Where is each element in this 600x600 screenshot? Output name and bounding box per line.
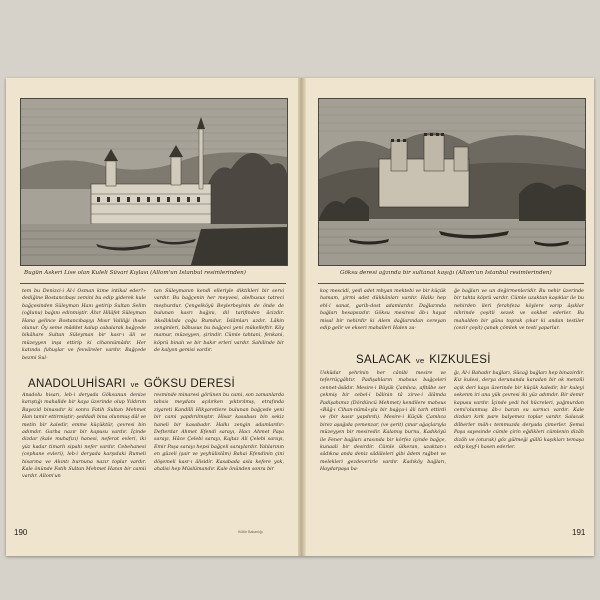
section-heading-salacak [356, 350, 491, 368]
heading-main: SALACAK [356, 354, 412, 366]
right-text-column-2 [454, 288, 584, 358]
paragraph: resminde minaresi görünen bu cami, son zamanlarda tahsis meydanı açılırken yıktırılmış, etrafında ziyareti Kandilli Hikyaretlere bulunan bağçede yeni bir cami yapdırılmıştır. Hisar kasabası bin sekiz haneli bir kasabadır. Halkı zengin adamlardır: Defterdar Ahmet Efendi sarayı, Hacı Ahmet Paşa sarayı, Hâce Çelebi sarayı, Kajtaz Ali Çelebi sarayı, Emir Paşa sarayı hepsi bağçeli saraylardır. Yalılarının en güzeli (şair ve yeyhülislâm) Bahai Efendinin çini döşemeli kasr-ı âlisidir. Kasabada asla kefere yok, ahalisi hep Müslümandır. Kale önünden sonra bir [154, 393, 284, 473]
right-text-column-1 [320, 288, 446, 358]
left-engraving-caption: Bugün Askeri Lise olan Kuleli Süvari Kışlası (Allom'un İstanbul resimlerinden) [24, 270, 246, 276]
caption-rule [20, 283, 286, 284]
page-number-right: 191 [572, 528, 586, 537]
right-engraving-caption: Göksu deresi ağzında bir sultanat kaşığı (Allom'un İstanbul resimlerinden) [340, 270, 552, 276]
library-stamp: Kültür Bakanlığı [238, 530, 263, 534]
paragraph: Üsküdar şehrinin her cânibi mesire ve teferrüçgâhtır. Padişahların mahsus bağçeleri cennet-âsâdır. Mesire-i Büyük Çamlıca, afitâbe ser çekmiş bir cebel-i bâlinin tâ zirve-i âlâmda Padişahımız (Dördüncü Mehmet) kendilere mahsus «Bâğ-ı Cihan-nümâ»yla bir bağça-i âli tarh ettirdi ve (bir kasır yapdırdı). Mesire-i Küçük Çamlıca birez aşağıda çemenzar, (ve şerit) çınar ağaçlarıyla müzeyyen bir mesiredir. Kalamış burnu, Kadıköyü ile Fener bağları arasında bir körfez içinde bağçe, kunaali bir desirdir. Cümle ülkeran, uzaktan-ı sâdıkna anda deniz sâdâleleri gibi âdem rağbet ve melekleri gezdeverirle vardır. Kadıköy bağları, Haydarpaşa ba- [320, 371, 446, 473]
left-text-column-4 [154, 392, 284, 526]
right-text-column-4 [454, 370, 584, 526]
paragraph: koç mescidi, yedi adet mhyan mektebi ve bir küçük hamam, yirmi adet dükkânları vardır. Halkı hep ehl-i sanat, garib-dost adamlardır. Dağlarında bağları hesapsızdır. Göksu mesiresi âb-ı hayat misal bir nehirdir ki Alem dağlarından cereyan edip gelir ve ekseri mahalleri Halen za- [320, 289, 446, 332]
heading-second: GÖKSU DERESİ [143, 378, 236, 390]
caption-rule [318, 283, 584, 284]
heading-join: ve [415, 356, 425, 365]
left-text-column-2 [154, 288, 284, 376]
open-book [6, 78, 594, 556]
left-text-column-3 [22, 392, 146, 526]
book-gutter [298, 78, 306, 556]
right-text-column-3 [320, 370, 446, 526]
left-page [6, 78, 298, 556]
heading-join: ve [130, 380, 140, 389]
heading-main: ANADOLUHİSARI [28, 378, 126, 390]
paragraph: tem bu Denizci-i Âl-i Osman kime intikal eder?» dediğine Bostancıbaşı zemini bu edip giderek kule bağçesinden Süleyman Hanı getirip Sultan Selim (oğlunu) bağını edinmiştir. Âhır Hilâfet Süleyman Hana gelince Bostancıbaşıyı Mısır Valiliği ihsan olunur. Öy seme mâddet kalup cabalarak bağçede bikâhare Sultan Süleyman bir kasr-ı âli ve müzeyyen inşa ettirip ki cihannümâdır. Her katında fuhuşlar ve fevvâreler vardır. Bağçede bezmi Sul- [22, 289, 146, 361]
paragraph: ğe bağları ve un değirmenleridir. Bu nehir üzerinde bir tahta köprü vardır. Cümle uzaktan kaşıklar ile bu nehirden ileri ferahfeza köylere varıp âşıklar nihrinde çeşitli sezek ve sokbet ederler. Bu mahalden bir gûna toprak çıkar ki andan testiler (cezir çeşit) çanak çömlek ve testi yaparlar. [454, 289, 584, 332]
section-heading-anadoluhisari [28, 374, 235, 392]
paragraph: Anadolu hisarı, leb-i deryada Göksunun denize karıştığı mahallde bir kaya üzerinde olup Yıldırım Bayezid binasıdır ki sonra Fatih Sultan Mehmet Han tamir ettirmiştir; şeddadi bina olunmuş dâl ve metin bir kaledir, emme küçüktür, çevresi bin adımdır. Garba nazır bir kapusu vardır. İçinde dizdar (kale muhafızı) hanesi, neferat evleri, iki yüz kadar timarlı sipahi nefer vardır. Cebehanesi (cephane evleri), leb-i deryada karşıdaki Rumeli hisarına ve Akıntı burnuna nazır toplar vardır. Kale önünde Fatih Sultan Mehmet Hanın bir camii vardır. Allom'un [22, 393, 146, 480]
paragraph: ğı, Âl-i Bahadır bağları, Sücağ bağları hep binazirdir. Kız kulesi, derya derunanda karadan bir ok menzili açık deri kaya üzerinde bir küçük kaledir, bir kuleyi sekenm iri ana yük çevresi iki yüz adımdır. Bir demir kapusu vardır. İçinde yedi hol hücreleri, yağmurdan cemi'olunmuş âb-ı baran su sarnıcı vardır. Kale dizdarı kırk pare balyemez toplar vardır. Salacak dilberler mâh-ı temmuzda deryada çimerler. Şemsi Paşa sayesinde cümle çirin eğdikleri cümlenin dizâh dizâh ve (oturak) göz gülmeği güllü kaşıkları temaşa edip keyf-i hasen ederler. [454, 371, 584, 451]
heading-second: KIZKULESİ [429, 354, 491, 366]
paragraph: tan Süleymanın kendi elleriyle diktikleri bir servi vardır. Bu bağçenin her meyvesi, alelhusus tatreci meşhurdur. Çengelköyü Beylerbeyinin de önde de bulunan kasrı bağını, dil tarifinden âcizdir. Aksâlıklıda çoğu Rumdur, İslâmları azdır. Lâkin zenginleri, bâhusus bu bağçeci yeni mükelleftir. Köy mamur, müzeyyen, şirindir. Cümle tahtani, fenkani, köprü binalı ve bir bakır erleri vardır. Sahilinde bir de kalyon gemisi vardır. [154, 289, 284, 354]
kuleli-barracks-engraving [20, 98, 288, 266]
page-number-left: 190 [14, 528, 28, 537]
right-page [306, 78, 594, 556]
goksu-river-engraving [318, 98, 586, 266]
left-text-column-1 [22, 288, 146, 376]
